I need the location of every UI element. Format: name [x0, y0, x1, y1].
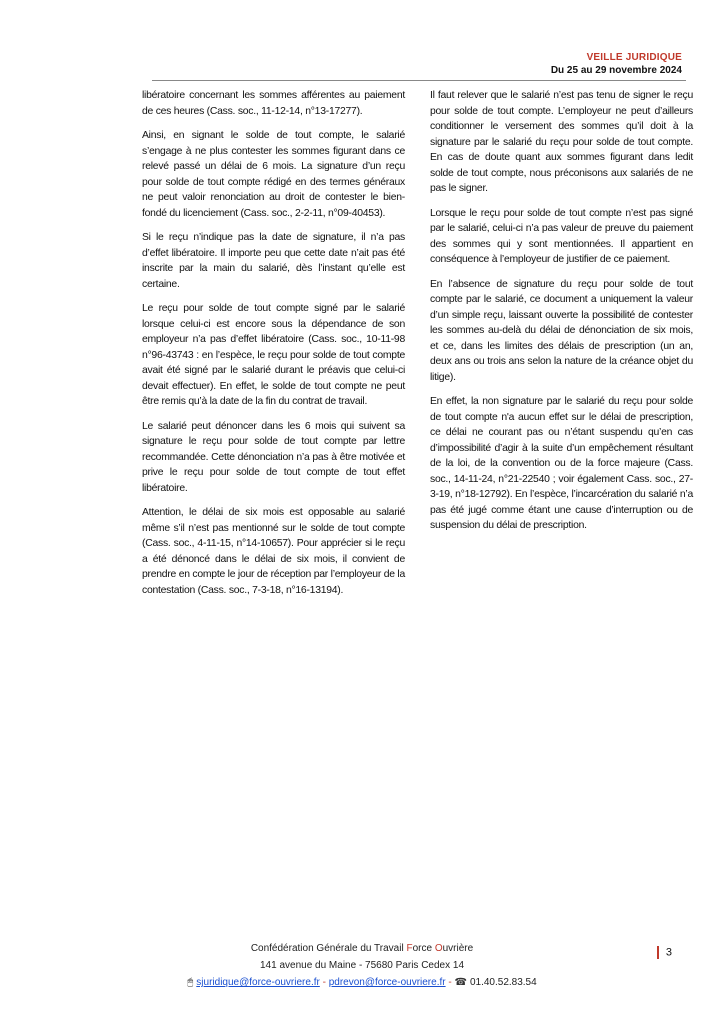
page-number: [657, 946, 672, 959]
paragraph: En l’absence de signature du reçu pour solde de tout compte par le salarié, ce document a uniquement la valeur d’un simple reçu, laissant ouverte la possibilité de contester les sommes au-delà du délai de dénonciation de six mois, et ce, dans les limites des délais de prescription (un an, deux ans ou trois ans selon la nature de la créance objet du litige).: [430, 278, 693, 383]
header-title: VEILLE JURIDIQUE: [586, 52, 682, 63]
header-dates: Du 25 au 29 novembre 2024: [550, 65, 682, 76]
email-link-pdrevon[interactable]: pdrevon@force-ouvriere.fr: [328, 977, 446, 988]
footer-phone: 01.40.52.83.54: [469, 977, 537, 988]
paragraph: Si le reçu n’indique pas la date de signature, il n’a pas d’effet libératoire. Il importe peu que cette date n’ait pas été inscrite par la main du salarié, dès l’instant qu’elle est certaine.: [142, 232, 405, 290]
paragraph: Ainsi, en signant le solde de tout compte, le salarié s’engage à ne plus contester les sommes figurant dans ce relevé passé un délai de 6 mois. La signature d’un reçu pour solde de tout compte rédigé en des termes généraux ne peut valoir renonciation au droit de contester le bien-fondé du licenciement (Cass. soc., 2-2-11, n°09-40453).: [142, 130, 405, 219]
paragraph: En effet, la non signature par le salarié du reçu pour solde de tout compte n'a aucun effet sur le délai de prescription, ce délai ne courant pas ou n’étant suspendu qu’en cas d’impossibilité d’agir à la suite d’un empêchement résultant de la loi, de la convention ou de la force majeure (Cass. soc., 14-11-24, n°21-22540 ; voir également Cass. soc., 27-3-19, n°18-12792). En l’espèce, l’incarcération du salarié n’a pas été jugé comme étant une cause d’interruption ou de suspension du délai de prescription.: [430, 396, 693, 531]
footer-organization: Confédération Générale du Travail Force Ouvrière: [250, 943, 474, 954]
paragraph: Il faut relever que le salarié n’est pas tenu de signer le reçu pour solde de tout compte. L’employeur ne peut d’ailleurs conditionner le versement des sommes qu’il doit à la signature par le salarié du reçu pour solde de tout compte. En cas de doute quant aux sommes figurant dans ledit solde de tout compte, nous préconisons aux salariés de ne pas le signer.: [430, 90, 693, 194]
phone-icon: ☎: [454, 977, 467, 988]
footer-address: 141 avenue du Maine - 75680 Paris Cedex 14: [259, 960, 465, 971]
page-header: [551, 52, 682, 76]
paragraph: Lorsque le reçu pour solde de tout compte n’est pas signé par le salarié, celui-ci n’a pas valeur de preuve du paiement des sommes qui y sont mentionnées. Il appartient en conséquence à l’employeur de justifier de ce paiement.: [430, 207, 693, 265]
paragraph: Le salarié peut dénoncer dans les 6 mois qui suivent sa signature le reçu pour solde de tout compte par lettre recommandée. Cette dénonciation n’a pas à être motivée et prive le reçu pour solde de tout compte de tout effet libératoire.: [142, 420, 405, 494]
footer-contacts: 🖱 sjuridique@force-ouvriere.fr - pdrevon@force-ouvriere.fr - ☎ 01.40.52.83.54: [187, 977, 537, 988]
left-column: [142, 88, 405, 607]
paragraph: Le reçu pour solde de tout compte signé par le salarié lorsque celui-ci est encore sous la dépendance de son employeur n’a pas d’effet libératoire (Cass. soc., 10-11-98 n°96-43743 : en l’espèce, le reçu pour solde de tout compte avait été signé par le salarié durant le préavis que celui-ci devait effectuer). En effet, le solde de tout compte ne peut être remis qu’à la date de la fin du contrat de travail.: [142, 303, 405, 407]
header-divider: [152, 80, 686, 81]
page-number-bar: [657, 946, 659, 959]
page-footer: [0, 940, 724, 991]
mouse-icon: 🖱: [187, 977, 194, 988]
right-column: [430, 88, 693, 543]
page-number-value: 3: [665, 946, 672, 959]
email-link-sjuridique[interactable]: sjuridique@force-ouvriere.fr: [196, 977, 320, 988]
paragraph: Attention, le délai de six mois est opposable au salarié même s’il n’est pas mentionné sur le solde de tout compte (Cass. soc., 4-11-15, n°14-10657). Pour apprécier si le reçu a été dénoncé dans le délai de six mois, il convient de prendre en compte le jour de réception par l’employeur de la contestation (Cass. soc., 7-3-18, n°16-13194).: [142, 507, 405, 596]
paragraph: libératoire concernant les sommes afférentes au paiement de ces heures (Cass. soc., 11-12-14, n°13-17277).: [142, 90, 405, 117]
